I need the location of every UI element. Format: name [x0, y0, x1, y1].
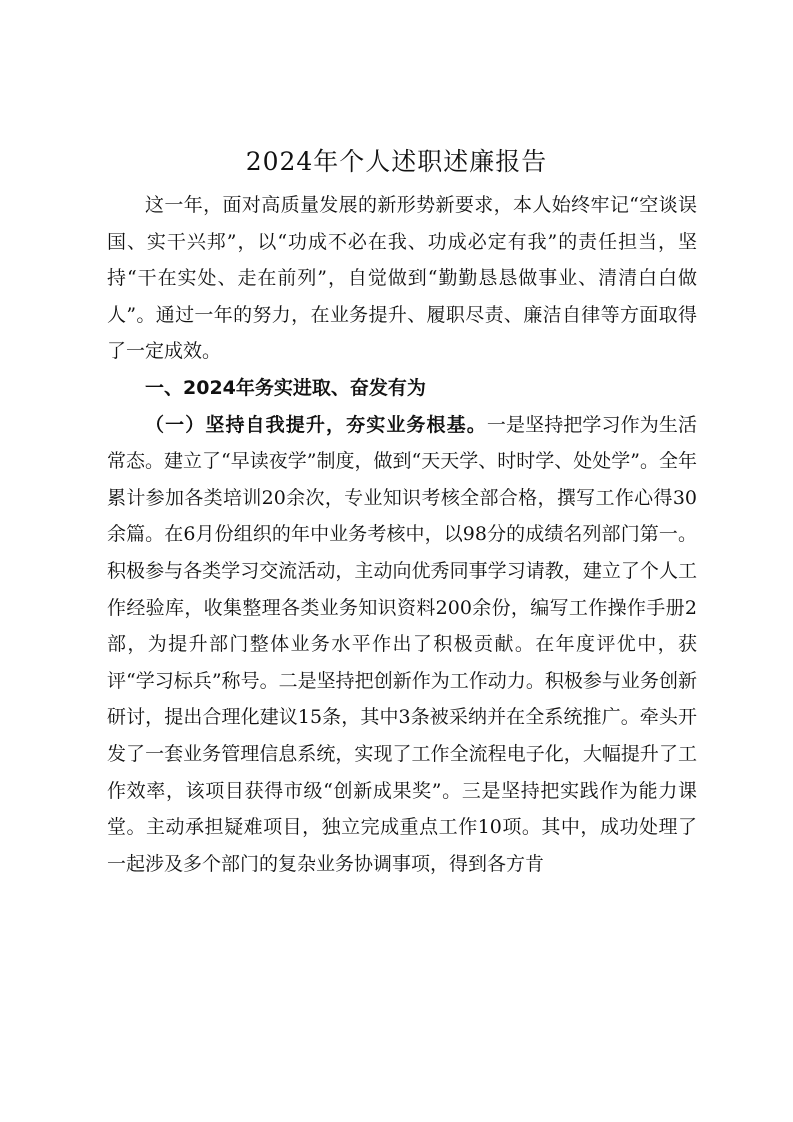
subsection-body: 一是坚持把学习作为生活常态。建立了“早读夜学”制度，做到“天天学、时时学、处处学”。全年累计参加各类培训20余次，专业知识考核全部合格，撰写工作心得30余篇。在6月份组织的年中业务考核中，以98分的成绩名列部门第一。积极参与各类学习交流活动，主动向优秀同事学习请教，建立了个人工作经验库，收集整理各类业务知识资料200余份，编写工作操作手册2部，为提升部门整体业务水平作出了积极贡献。在年度评优中，获评“学习标兵”称号。二是坚持把创新作为工作动力。积极参与业务创新研讨，提出合理化建议15条，其中3条被采纳并在全系统推广。牵头开发了一套业务管理信息系统，实现了工作全流程电子化，大幅提升了工作效率，该项目获得市级“创新成果奖”。三是坚持把实践作为能力课堂。主动承担疑难项目，独立完成重点工作10项。其中，成功处理了一起涉及多个部门的复杂业务协调事项，得到各方肯 — [107, 413, 697, 875]
intro-paragraph: 这一年，面对高质量发展的新形势新要求，本人始终牢记“空谈误国、实干兴邦”，以“功成不必在我、功成必定有我”的责任担当，坚持“干在实处、走在前列”，自觉做到“勤勤恳恳做事业、清清白白做人”。通过一年的努力，在业务提升、履职尽责、廉洁自律等方面取得了一定成效。 — [107, 194, 697, 363]
section-heading: 一、2024年务实进取、奋发有为 — [145, 376, 426, 399]
document-body — [107, 187, 697, 882]
subsection-paragraph — [107, 407, 697, 883]
document-title: 2024年个人述职述廉报告 — [245, 147, 548, 176]
subsection-title: （一）坚持自我提升，夯实业务根基。 — [145, 413, 487, 436]
